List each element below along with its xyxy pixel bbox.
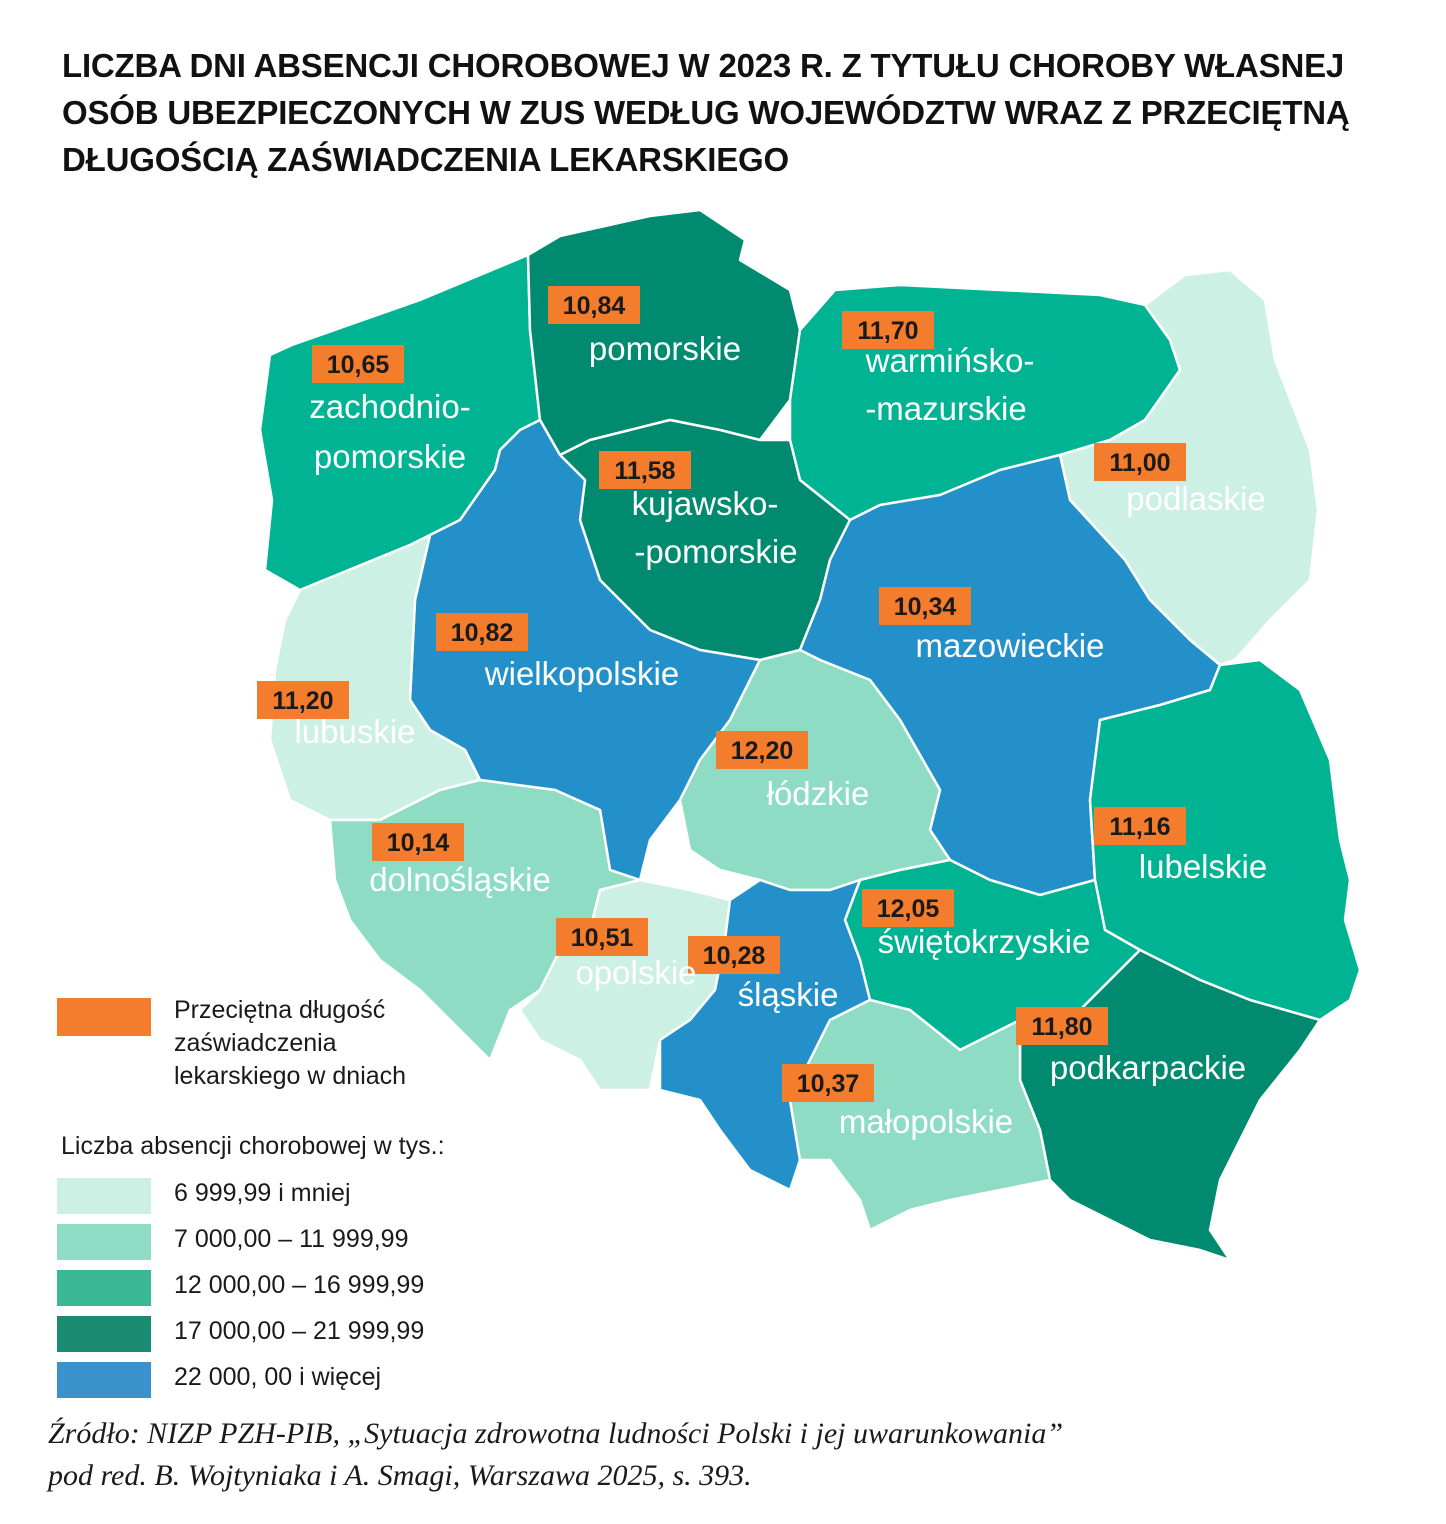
avg-length-swietokrzyskie: 12,05 — [876, 895, 940, 923]
title-line-1: LICZBA DNI ABSENCJI CHOROBOWEJ W 2023 R. Z TYTUŁU CHOROBY WŁASNEJ — [62, 47, 1345, 84]
region-name-swietokrzyskie: świętokrzyskie — [877, 923, 1091, 960]
region-name-wielkopolskie: wielkopolskie — [484, 655, 680, 692]
legend-class-1 — [57, 1175, 445, 1221]
region-name-malopolskie: małopolskie — [838, 1103, 1014, 1140]
region-name-podlaskie: podlaskie — [1126, 480, 1266, 517]
region-name-mazowieckie: mazowieckie — [915, 627, 1105, 664]
avg-length-dolnoslaskie: 10,14 — [386, 829, 450, 857]
avg-length-wielkopolskie: 10,82 — [450, 619, 514, 647]
legend-class-4 — [57, 1313, 445, 1359]
source-line-2: pod red. B. Wojtyniaka i A. Smagi, Warszawa 2025, s. 393. — [48, 1459, 752, 1492]
legend-average-label — [174, 994, 474, 1093]
legend-class-1-label: 6 999,99 i mniej — [174, 1179, 351, 1207]
legend-class-5-swatch — [57, 1362, 151, 1398]
avg-length-lodzkie: 12,20 — [730, 737, 794, 765]
region-name-zachodniopomorskie-line-2: pomorskie — [313, 438, 467, 475]
legend-class-4-label: 17 000,00 – 21 999,99 — [174, 1317, 425, 1345]
avg-length-kujawsko_pomorskie: 11,58 — [614, 457, 676, 485]
region-name-kujawsko_pomorskie: kujawsko- — [631, 485, 779, 522]
legend-class-3-swatch — [57, 1270, 151, 1306]
avg-length-lubuskie: 11,20 — [272, 687, 334, 715]
region-name-zachodniopomorskie: zachodnio- — [309, 388, 471, 425]
legend-class-5 — [57, 1359, 445, 1405]
legend-class-5-label: 22 000, 00 i więcej — [174, 1363, 382, 1391]
avg-length-mazowieckie: 10,34 — [893, 593, 957, 621]
avg-length-lubelskie: 11,16 — [1109, 813, 1171, 841]
title-line-3: DŁUGOŚCIĄ ZAŚWIADCZENIA LEKARSKIEGO — [62, 141, 789, 178]
source-line-1: Źródło: NIZP PZH-PIB, „Sytuacja zdrowotna ludności Polski i jej uwarunkowania” — [48, 1417, 1064, 1450]
avg-length-podkarpackie: 11,80 — [1031, 1013, 1093, 1041]
region-name-lodzkie: łódzkie — [766, 775, 870, 812]
legend-average-label-line-1: Przeciętna długość — [174, 996, 386, 1024]
source-note — [48, 1413, 1063, 1497]
avg-length-podlaskie: 11,00 — [1109, 449, 1171, 477]
region-name-pomorskie: pomorskie — [588, 330, 742, 367]
legend-classes-heading: Liczba absencji chorobowej w tys.: — [61, 1132, 445, 1160]
avg-length-opolskie: 10,51 — [570, 924, 634, 952]
region-name-warminsko_mazurskie-line-2: -mazurskie — [865, 390, 1027, 427]
title-line-2: OSÓB UBEZPIECZONYCH W ZUS WEDŁUG WOJEWÓDZTW WRAZ Z PRZECIĘTNĄ — [62, 94, 1350, 131]
avg-length-slaskie: 10,28 — [702, 942, 766, 970]
region-name-lubuskie: lubuskie — [294, 713, 416, 750]
region-name-lubelskie: lubelskie — [1138, 848, 1268, 885]
legend-absence-classes — [57, 1132, 445, 1405]
region-name-slaskie: śląskie — [737, 976, 839, 1013]
legend-class-1-swatch — [57, 1178, 151, 1214]
legend-class-2-swatch — [57, 1224, 151, 1260]
legend-average-swatch — [57, 998, 151, 1036]
avg-length-pomorskie: 10,84 — [562, 292, 626, 320]
region-name-warminsko_mazurskie: warmińsko- — [865, 342, 1035, 379]
legend-class-3 — [57, 1267, 445, 1313]
legend-average-label-line-2: zaświadczenia — [174, 1029, 337, 1057]
avg-length-malopolskie: 10,37 — [796, 1070, 860, 1098]
region-name-kujawsko_pomorskie-line-2: -pomorskie — [634, 533, 798, 570]
avg-length-warminsko_mazurskie: 11,70 — [857, 317, 919, 345]
region-name-podkarpackie: podkarpackie — [1049, 1049, 1247, 1086]
region-name-dolnoslaskie: dolnośląskie — [369, 861, 551, 898]
legend-average-label-line-3: lekarskiego w dniach — [174, 1062, 407, 1090]
avg-length-zachodniopomorskie: 10,65 — [326, 351, 390, 379]
region-name-opolskie: opolskie — [575, 954, 697, 991]
legend-class-3-label: 12 000,00 – 16 999,99 — [174, 1271, 425, 1299]
legend-class-2 — [57, 1221, 445, 1267]
legend-class-2-label: 7 000,00 – 11 999,99 — [174, 1225, 409, 1253]
legend-class-4-swatch — [57, 1316, 151, 1352]
